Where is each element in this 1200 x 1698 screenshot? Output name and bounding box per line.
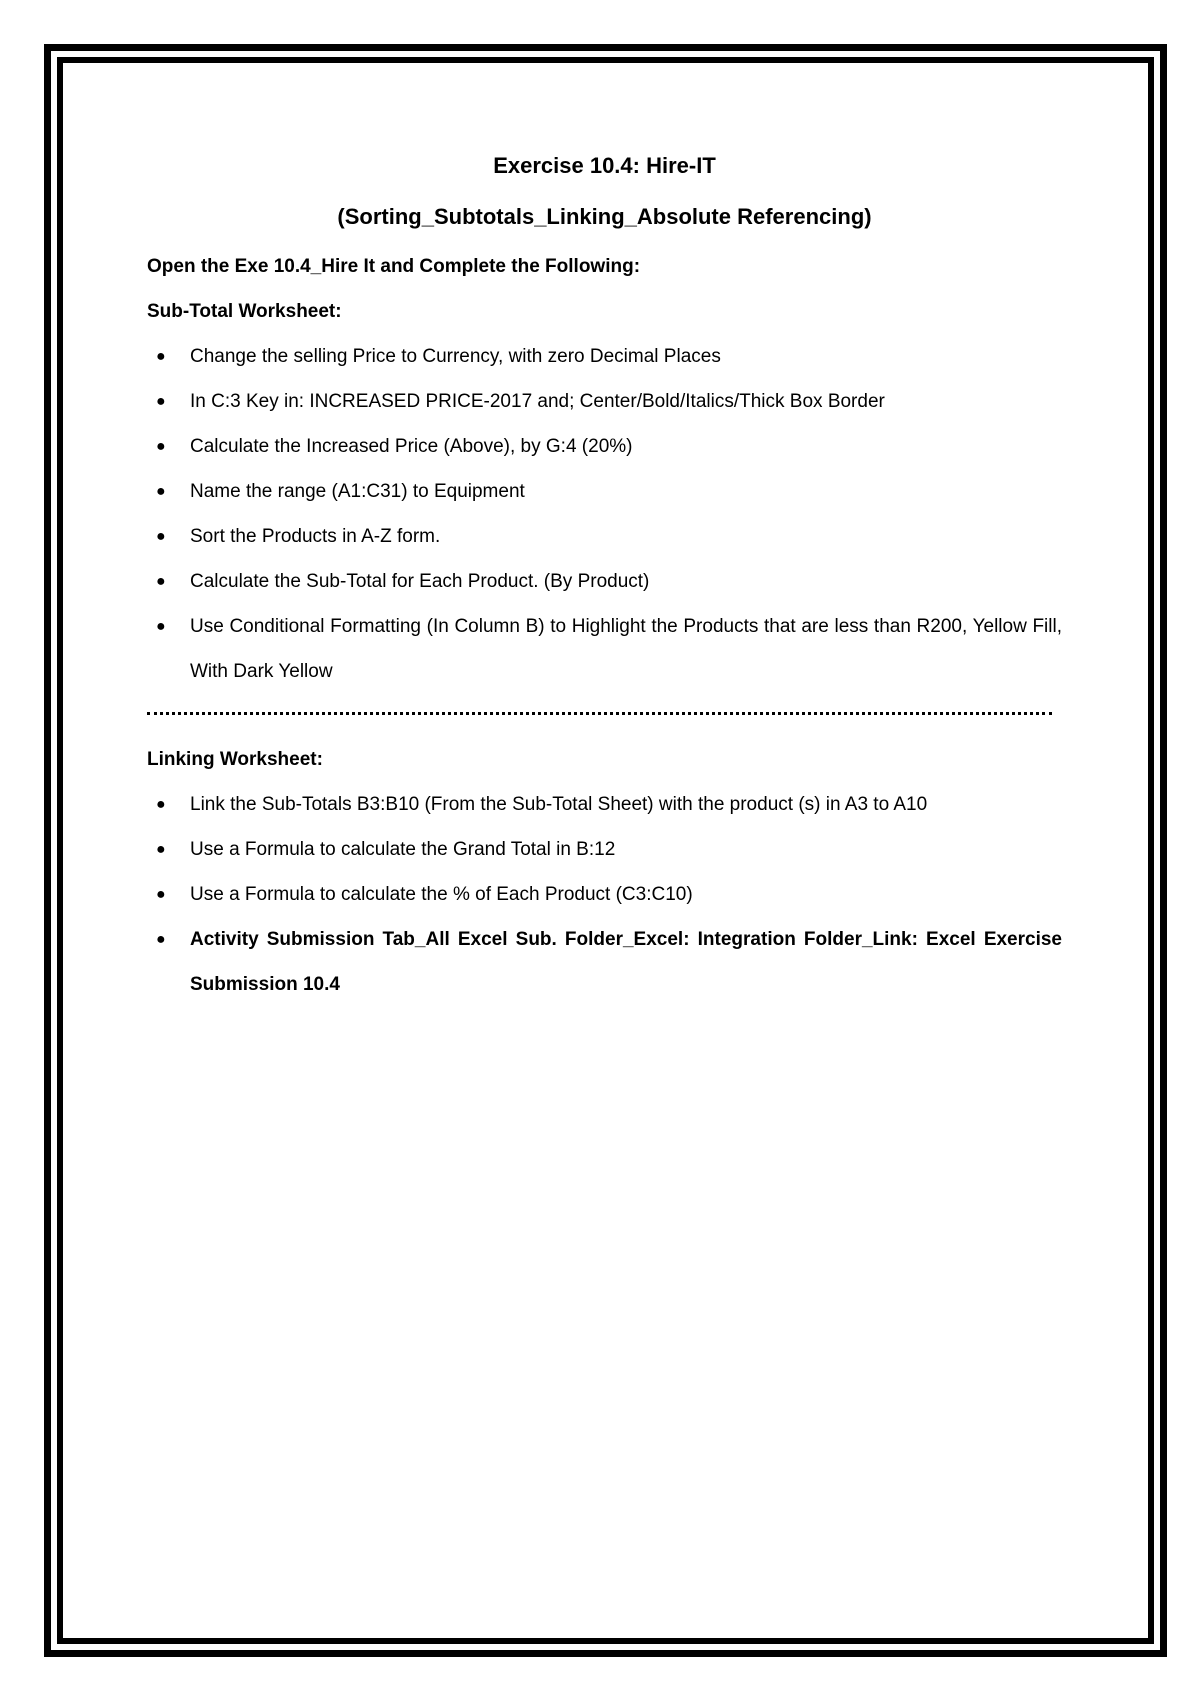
list-item-text: Name the range (A1:C31) to Equipment: [190, 481, 525, 502]
list-item: [147, 469, 1062, 514]
bullet-icon: ●: [156, 528, 166, 545]
bullet-icon: ●: [156, 483, 166, 500]
document-content: [147, 142, 1062, 1007]
list-item: [147, 559, 1062, 604]
list-item-text: In C:3 Key in: INCREASED PRICE-2017 and; Center/Bold/Italics/Thick Box Border: [190, 391, 885, 412]
linking-section-heading: Linking Worksheet:: [147, 749, 323, 770]
bullet-icon: ●: [156, 618, 166, 635]
list-item-text: Use a Formula to calculate the % of Each Product (C3:C10): [190, 884, 693, 905]
list-item-text: Link the Sub-Totals B3:B10 (From the Sub-Total Sheet) with the product (s) in A3 to A10: [190, 794, 928, 815]
bullet-icon: ●: [156, 348, 166, 365]
list-item-text: Sort the Products in A-Z form.: [190, 526, 441, 547]
list-item-text: Change the selling Price to Currency, with zero Decimal Places: [190, 346, 721, 367]
bullet-icon: ●: [156, 393, 166, 410]
subtotal-task-list: [147, 334, 1062, 694]
list-item: [147, 872, 1062, 917]
list-item: [147, 334, 1062, 379]
bullet-icon: ●: [156, 796, 166, 813]
bullet-icon: ●: [156, 931, 166, 948]
dotted-divider: [147, 712, 1052, 715]
list-item: [147, 917, 1062, 1007]
bullet-icon: ●: [156, 438, 166, 455]
bullet-icon: ●: [156, 841, 166, 858]
bullet-icon: ●: [156, 573, 166, 590]
bullet-icon: ●: [156, 886, 166, 903]
document-subtitle: (Sorting_Subtotals_Linking_Absolute Referencing): [337, 204, 872, 229]
list-item: [147, 424, 1062, 469]
instruction-line: Open the Exe 10.4_Hire It and Complete the Following:: [147, 256, 641, 277]
document-title: Exercise 10.4: Hire-IT: [493, 153, 716, 178]
linking-task-list: [147, 782, 1062, 1007]
list-item-text: Activity Submission Tab_All Excel Sub. Folder_Excel: Integration Folder_Link: Excel Exercise Submission 10.4: [190, 929, 1062, 995]
subtotal-section-heading: Sub-Total Worksheet:: [147, 301, 342, 322]
list-item: [147, 379, 1062, 424]
list-item-text: Use a Formula to calculate the Grand Total in B:12: [190, 839, 616, 860]
list-item-text: Calculate the Sub-Total for Each Product. (By Product): [190, 571, 650, 592]
list-item: [147, 514, 1062, 559]
list-item: [147, 827, 1062, 872]
list-item-text: Calculate the Increased Price (Above), by G:4 (20%): [190, 436, 633, 457]
list-item: [147, 604, 1062, 694]
list-item-text: Use Conditional Formatting (In Column B) to Highlight the Products that are less than R200, Yellow Fill, With Dark Yellow: [190, 616, 1062, 682]
list-item: [147, 782, 1062, 827]
